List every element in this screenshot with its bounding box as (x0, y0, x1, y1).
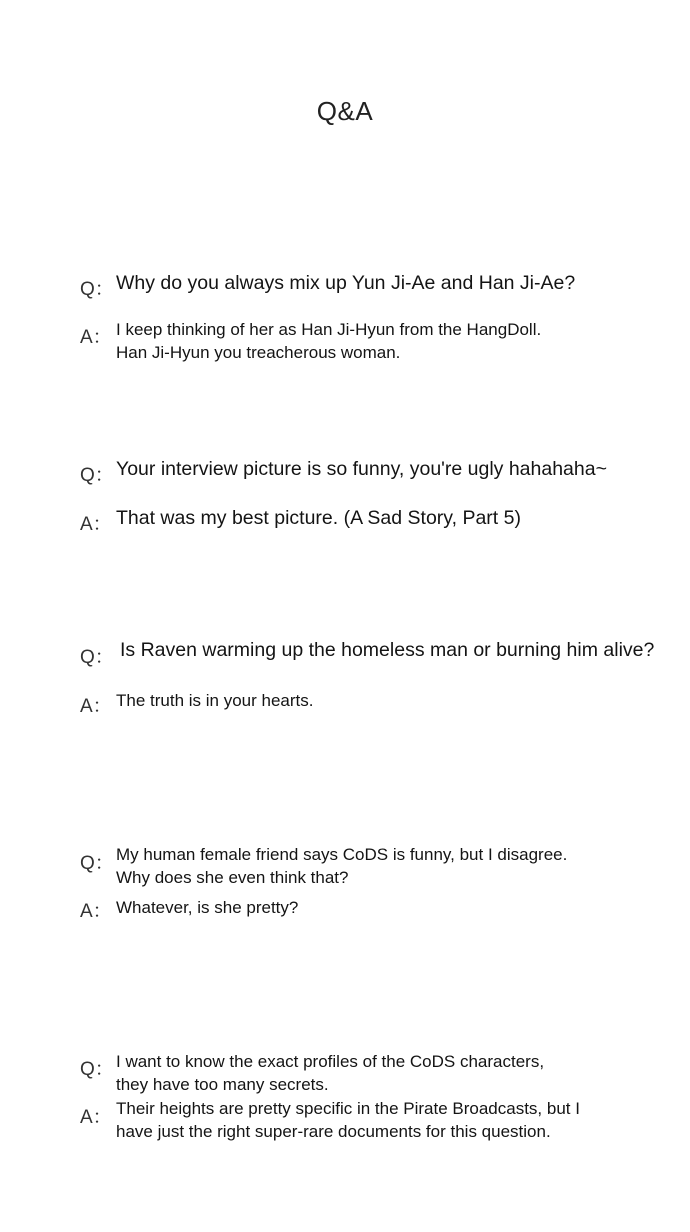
question-line: Your interview picture is so funny, you're ugly hahahaha~ (116, 458, 607, 480)
answer-line: I keep thinking of her as Han Ji-Hyun from the HangDoll. (116, 320, 542, 339)
question-line: My human female friend says CoDS is funny, but I disagree. (116, 845, 568, 864)
answer-line: Their heights are pretty specific in the Pirate Broadcasts, but I (116, 1099, 580, 1118)
answer-line: The truth is in your hearts. (116, 691, 314, 710)
answer-text (116, 318, 670, 364)
answer-text (116, 689, 670, 712)
answer-marker: A： (80, 514, 112, 535)
question-marker: Q： (80, 1059, 114, 1080)
question-text (116, 458, 670, 481)
question-text (116, 843, 670, 889)
question-text (116, 272, 670, 295)
question-text (116, 1050, 670, 1096)
answer-text (116, 896, 670, 919)
answer-marker: A： (80, 1107, 112, 1128)
question-text (120, 639, 670, 662)
answer-line: Whatever, is she pretty? (116, 898, 299, 917)
question-line: Why do you always mix up Yun Ji-Ae and Han Ji-Ae? (116, 272, 576, 294)
question-line: Why does she even think that? (116, 868, 349, 887)
question-marker: Q： (80, 853, 114, 874)
answer-marker: A： (80, 327, 112, 348)
question-line: I want to know the exact profiles of the CoDS characters, (116, 1052, 545, 1071)
answer-line: Han Ji-Hyun you treacherous woman. (116, 343, 401, 362)
question-marker: Q： (80, 647, 114, 668)
question-line: they have too many secrets. (116, 1075, 329, 1094)
answer-text (116, 1097, 670, 1143)
answer-line: That was my best picture. (A Sad Story, Part 5) (116, 507, 521, 529)
answer-marker: A： (80, 696, 112, 717)
answer-marker: A： (80, 901, 112, 922)
question-marker: Q： (80, 465, 114, 486)
answer-text (116, 507, 670, 530)
question-line: Is Raven warming up the homeless man or burning him alive? (120, 639, 655, 661)
question-marker: Q： (80, 279, 114, 300)
page-title: Q&A (316, 96, 374, 126)
answer-line: have just the right super-rare documents for this question. (116, 1122, 551, 1141)
